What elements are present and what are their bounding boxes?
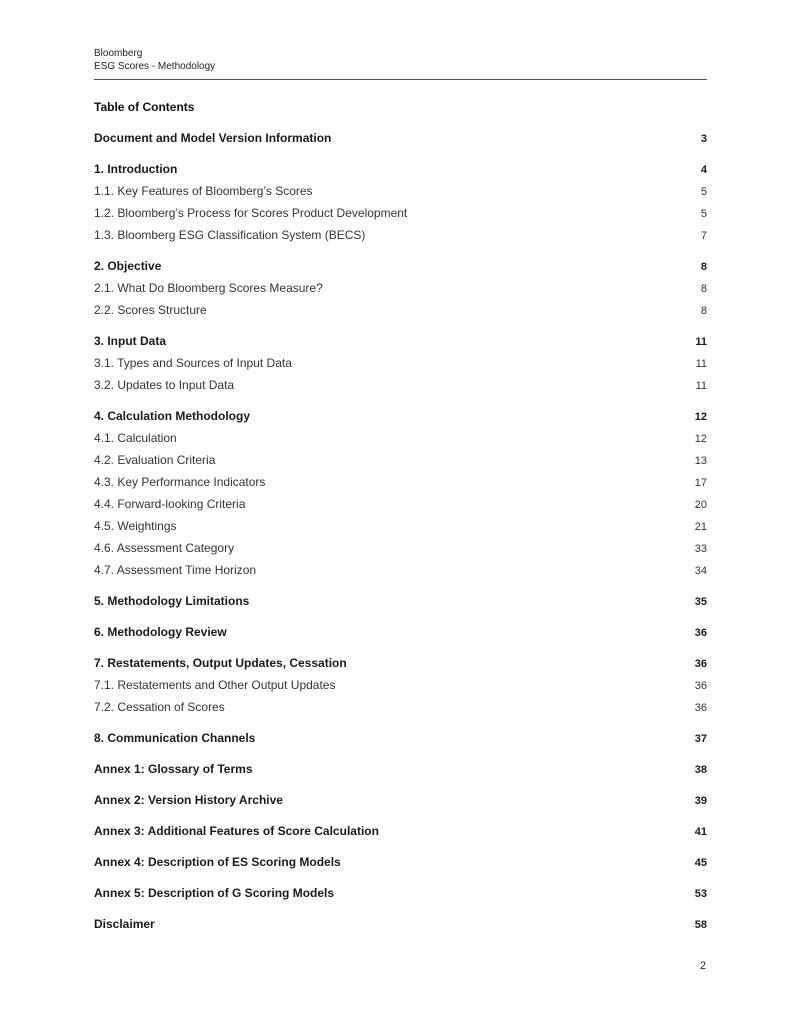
toc-entry-page-number: 37 [694,733,707,745]
toc-subsection-entry[interactable] [94,537,707,559]
toc-entry-page-number: 17 [694,477,707,489]
toc-entry-label: 4.7. Assessment Time Horizon [94,563,257,577]
toc-entry-page-number: 8 [700,261,707,273]
toc-entry-label: 4.5. Weightings [94,519,177,533]
toc-entry-label: 4.3. Key Performance Indicators [94,475,266,489]
toc-entry-page-number: 36 [694,702,707,714]
toc-entry-label: 4.1. Calculation [94,431,177,445]
toc-entry-page-number: 45 [694,857,707,869]
toc-entry-label: 2.2. Scores Structure [94,303,207,317]
toc-entry-page-number: 36 [694,680,707,692]
toc-section-entry[interactable] [94,127,707,149]
toc-entry-page-number: 36 [694,658,707,670]
toc-entry-label: 7. Restatements, Output Updates, Cessation [94,656,347,670]
toc-entry-label: 1. Introduction [94,162,178,176]
toc-subsection-entry[interactable] [94,515,707,537]
toc-entry-page-number: 34 [694,565,707,577]
toc-entry-page-number: 5 [700,186,707,198]
toc-entry-label: 1.2. Bloomberg’s Process for Scores Product Development [94,206,408,220]
toc-entry-label: 8. Communication Channels [94,731,256,745]
toc-entry-page-number: 3 [700,133,707,145]
toc-entry-label: 3. Input Data [94,334,167,348]
toc-entry-page-number: 53 [694,888,707,900]
toc-entry-page-number: 20 [694,499,707,511]
header-company: Bloomberg [94,48,143,59]
toc-subsection-entry[interactable] [94,449,707,471]
toc-entry-label: Annex 3: Additional Features of Score Calculation [94,824,379,838]
toc-subsection-entry[interactable] [94,180,707,202]
toc-subsection-entry[interactable] [94,352,707,374]
toc-subsection-entry[interactable] [94,374,707,396]
toc-entry-page-number: 12 [694,433,707,445]
toc-entry-page-number: 4 [700,164,707,176]
toc-entry-page-number: 5 [700,208,707,220]
toc-entry-label: Annex 4: Description of ES Scoring Models [94,855,341,869]
toc-section-entry[interactable] [94,789,707,811]
toc-entry-page-number: 7 [700,230,707,242]
toc-entry-label: 1.1. Key Features of Bloomberg’s Scores [94,184,313,198]
toc-entry-page-number: 12 [694,411,707,423]
toc-subsection-entry[interactable] [94,277,707,299]
toc-entry-label: Disclaimer [94,917,155,931]
toc-entry-page-number: 35 [694,596,707,608]
toc-subsection-entry[interactable] [94,696,707,718]
toc-title: Table of Contents [94,100,195,114]
toc-entry-label: 6. Methodology Review [94,625,227,639]
toc-subsection-entry[interactable] [94,471,707,493]
page-number: 2 [699,960,706,972]
toc-entry-page-number: 41 [694,826,707,838]
toc-section-entry[interactable] [94,158,707,180]
toc-section-entry[interactable] [94,330,707,352]
toc-entry-page-number: 21 [694,521,707,533]
toc-entry-page-number: 11 [695,358,707,370]
toc-entry-page-number: 38 [694,764,707,776]
toc-entry-label: 3.1. Types and Sources of Input Data [94,356,292,370]
header-document-title: ESG Scores - Methodology [94,61,216,72]
toc-entry-label: 1.3. Bloomberg ESG Classification System (BECS) [94,228,366,242]
toc-entry-page-number: 8 [700,283,707,295]
toc-section-entry[interactable] [94,590,707,612]
toc-section-entry[interactable] [94,851,707,873]
toc-entry-page-number: 11 [695,336,707,348]
toc-entry-page-number: 39 [694,795,707,807]
toc-entry-label: 2. Objective [94,259,162,273]
toc-entry-label: 2.1. What Do Bloomberg Scores Measure? [94,281,323,295]
table-of-contents [94,127,707,935]
toc-entry-label: 4. Calculation Methodology [94,409,251,423]
toc-subsection-entry[interactable] [94,299,707,321]
toc-entry-label: 4.2. Evaluation Criteria [94,453,216,467]
document-header [94,47,706,73]
toc-entry-label: Annex 5: Description of G Scoring Models [94,886,335,900]
toc-section-entry[interactable] [94,882,707,904]
toc-section-entry[interactable] [94,913,707,935]
toc-section-entry[interactable] [94,758,707,780]
toc-subsection-entry[interactable] [94,493,707,515]
toc-section-entry[interactable] [94,652,707,674]
toc-entry-label: 4.6. Assessment Category [94,541,235,555]
toc-entry-label: Annex 2: Version History Archive [94,793,283,807]
toc-entry-label: 4.4. Forward-looking Criteria [94,497,246,511]
toc-entry-page-number: 8 [700,305,707,317]
toc-entry-label: 5. Methodology Limitations [94,594,250,608]
toc-entry-label: Document and Model Version Information [94,131,332,145]
toc-section-entry[interactable] [94,255,707,277]
header-divider [94,79,707,80]
toc-entry-label: 7.2. Cessation of Scores [94,700,225,714]
toc-subsection-entry[interactable] [94,559,707,581]
toc-entry-label: 7.1. Restatements and Other Output Updates [94,678,336,692]
toc-subsection-entry[interactable] [94,224,707,246]
toc-subsection-entry[interactable] [94,202,707,224]
toc-section-entry[interactable] [94,820,707,842]
toc-subsection-entry[interactable] [94,674,707,696]
toc-subsection-entry[interactable] [94,427,707,449]
toc-entry-page-number: 33 [694,543,707,555]
toc-entry-page-number: 58 [694,919,707,931]
toc-entry-page-number: 36 [694,627,707,639]
toc-section-entry[interactable] [94,621,707,643]
toc-section-entry[interactable] [94,727,707,749]
toc-entry-page-number: 13 [694,455,707,467]
toc-entry-label: Annex 1: Glossary of Terms [94,762,253,776]
toc-entry-label: 3.2. Updates to Input Data [94,378,235,392]
toc-entry-page-number: 11 [695,380,707,392]
toc-section-entry[interactable] [94,405,707,427]
